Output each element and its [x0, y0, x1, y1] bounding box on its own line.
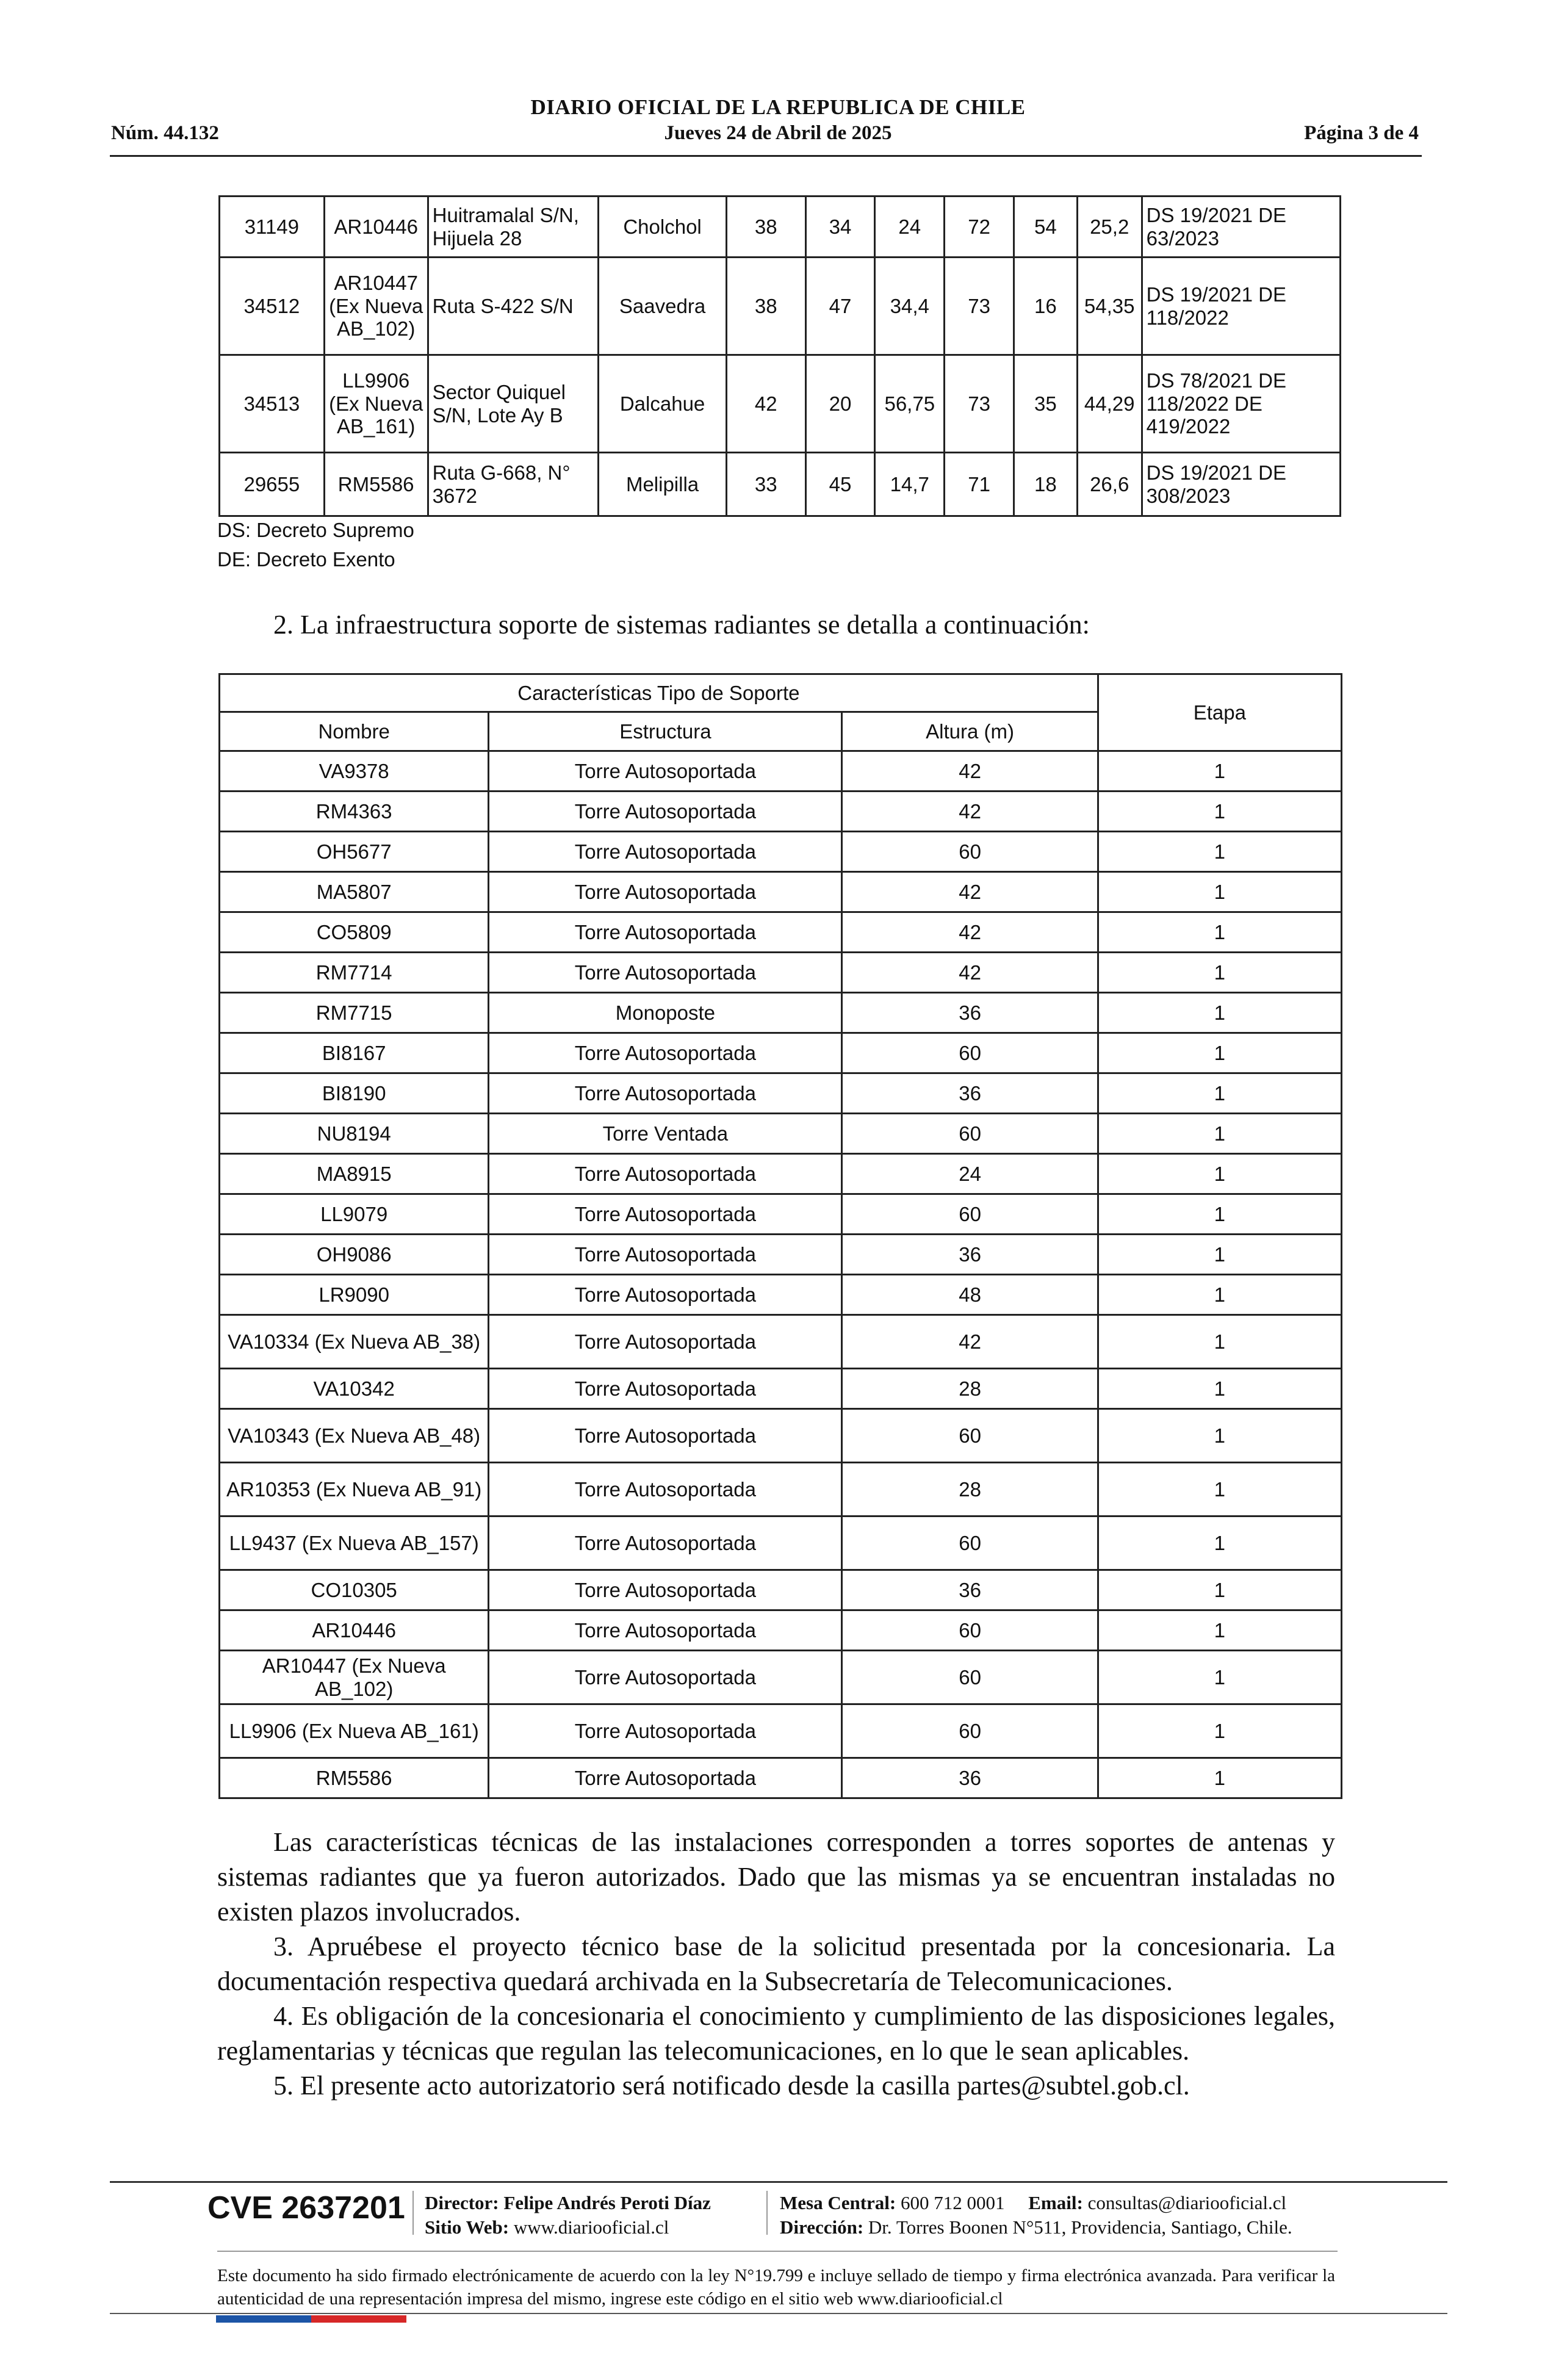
- cell-name: MA8915: [220, 1154, 489, 1194]
- cell-name: MA5807: [220, 872, 489, 912]
- cell-stage: 1: [1098, 1651, 1341, 1704]
- cell-structure: Torre Autosoportada: [489, 912, 842, 953]
- cell-name: CO5809: [220, 912, 489, 953]
- table-row: [220, 872, 1342, 912]
- cell-stage: 1: [1098, 832, 1341, 872]
- cell-structure: Torre Autosoportada: [489, 1570, 842, 1610]
- footer-bottom-rule: [110, 2313, 1447, 2314]
- footer-director: [425, 2192, 711, 2214]
- mesa-label: Mesa Central:: [780, 2192, 896, 2213]
- cell-structure: Torre Autosoportada: [489, 1409, 842, 1463]
- cell-height: 42: [842, 912, 1098, 953]
- cell-height: 60: [842, 1651, 1098, 1704]
- table-row: [220, 1315, 1342, 1369]
- footer-separator: [412, 2191, 414, 2235]
- body-text: [217, 1825, 1335, 2103]
- cell-stage: 1: [1098, 1409, 1341, 1463]
- cell-address: Ruta S-422 S/N: [428, 258, 599, 355]
- paragraph-3: 3. Apruébese el proyecto técnico base de la solicitud presentada por la concesionaria. La documentación respectiva quedará archivada en la Subsecretaría de Telecomunicaciones.: [217, 1931, 1335, 1996]
- cell-name: OH5677: [220, 832, 489, 872]
- cell-name: RM7715: [220, 993, 489, 1033]
- table-row: [220, 1758, 1342, 1798]
- table-row: [220, 1235, 1342, 1275]
- cell-stage: 1: [1098, 1463, 1341, 1516]
- cell-name: RM4363: [220, 792, 489, 832]
- cell-commune: Saavedra: [599, 258, 727, 355]
- cell-code: RM5586: [324, 453, 428, 516]
- paragraph-5: 5. El presente acto autorizatorio será notificado desde la casilla partes@subtel.gob.cl.: [273, 2071, 1190, 2101]
- table-row: [220, 751, 1342, 792]
- footer-divider: [110, 2181, 1447, 2183]
- cell-name: AR10353 (Ex Nueva AB_91): [220, 1463, 489, 1516]
- paragraph-characteristics: Las características técnicas de las instalaciones corresponden a torres soportes de antenas y sistemas radiantes que ya fueron autorizados. Dado que las mismas ya se encuentran instaladas no existen plazos involucrados.: [217, 1827, 1335, 1927]
- issue-number: Núm. 44.132: [111, 122, 219, 144]
- stations-table: [218, 195, 1341, 517]
- cell-stage: 1: [1098, 1073, 1341, 1114]
- flag-stripe-blue: [216, 2315, 311, 2323]
- cell-height: 28: [842, 1463, 1098, 1516]
- cell-id: 29655: [220, 453, 325, 516]
- table-row: [220, 1610, 1342, 1651]
- cell-height: 60: [842, 1409, 1098, 1463]
- cell-stage: 1: [1098, 912, 1341, 953]
- cell-structure: Torre Ventada: [489, 1114, 842, 1154]
- cell-v6: 54,35: [1077, 258, 1142, 355]
- flag-stripe-red: [311, 2315, 406, 2323]
- cell-stage: 1: [1098, 953, 1341, 993]
- table-row: [220, 953, 1342, 993]
- header-divider: [110, 155, 1422, 157]
- table-row: [220, 993, 1342, 1033]
- cell-structure: Torre Autosoportada: [489, 872, 842, 912]
- cell-structure: Torre Autosoportada: [489, 792, 842, 832]
- address-text: Dr. Torres Boonen N°511, Providencia, Santiago, Chile.: [868, 2216, 1292, 2238]
- cell-structure: Torre Autosoportada: [489, 1610, 842, 1651]
- footer-website: [425, 2216, 669, 2238]
- table-row: [220, 355, 1341, 453]
- table-row: [220, 1463, 1342, 1516]
- cell-height: 36: [842, 1758, 1098, 1798]
- cell-structure: Torre Autosoportada: [489, 1369, 842, 1409]
- page-indicator: Página 3 de 4: [1304, 122, 1419, 144]
- cell-structure: Torre Autosoportada: [489, 1516, 842, 1570]
- cell-v6: 44,29: [1077, 355, 1142, 453]
- col-header-structure: Estructura: [489, 712, 842, 751]
- cell-v4: 71: [945, 453, 1014, 516]
- table-row: [220, 1409, 1342, 1463]
- cell-v5: 18: [1014, 453, 1077, 516]
- address-label: Dirección:: [780, 2216, 864, 2238]
- table-row: [220, 1704, 1342, 1758]
- col-header-height: Altura (m): [842, 712, 1098, 751]
- cell-name: RM5586: [220, 1758, 489, 1798]
- footer-address: [780, 2216, 1292, 2238]
- cell-height: 60: [842, 832, 1098, 872]
- cell-decree: DS 19/2021 DE 63/2023: [1142, 197, 1340, 258]
- cell-v2: 20: [805, 355, 875, 453]
- cell-address: Ruta G-668, N° 3672: [428, 453, 599, 516]
- cell-v5: 16: [1014, 258, 1077, 355]
- cell-height: 36: [842, 1570, 1098, 1610]
- cell-stage: 1: [1098, 1194, 1341, 1235]
- cell-height: 60: [842, 1516, 1098, 1570]
- abbreviation-ds: DS: Decreto Supremo: [217, 519, 414, 541]
- cell-name: VA10343 (Ex Nueva AB_48): [220, 1409, 489, 1463]
- cell-height: 24: [842, 1154, 1098, 1194]
- cell-structure: Torre Autosoportada: [489, 1073, 842, 1114]
- table-row: [220, 1073, 1342, 1114]
- cell-name: AR10447 (Ex Nueva AB_102): [220, 1651, 489, 1704]
- cve-code: CVE 2637201: [207, 2190, 405, 2226]
- cell-stage: 1: [1098, 1758, 1341, 1798]
- cell-structure: Monoposte: [489, 993, 842, 1033]
- footer-contact: [780, 2192, 1286, 2214]
- cell-name: BI8167: [220, 1033, 489, 1073]
- table-row: [220, 197, 1341, 258]
- cell-v3: 24: [875, 197, 945, 258]
- cell-height: 36: [842, 1073, 1098, 1114]
- cell-id: 34513: [220, 355, 325, 453]
- cell-name: CO10305: [220, 1570, 489, 1610]
- cell-height: 60: [842, 1610, 1098, 1651]
- website-label: Sitio Web:: [425, 2216, 510, 2238]
- cell-stage: 1: [1098, 1114, 1341, 1154]
- abbreviation-de: DE: Decreto Exento: [217, 548, 395, 571]
- cell-commune: Cholchol: [599, 197, 727, 258]
- cell-v6: 26,6: [1077, 453, 1142, 516]
- cell-commune: Melipilla: [599, 453, 727, 516]
- email-label: Email:: [1028, 2192, 1083, 2213]
- cell-name: LL9906 (Ex Nueva AB_161): [220, 1704, 489, 1758]
- cell-height: 60: [842, 1704, 1098, 1758]
- cell-v2: 47: [805, 258, 875, 355]
- cell-height: 42: [842, 953, 1098, 993]
- cell-v2: 45: [805, 453, 875, 516]
- col-header-name: Nombre: [220, 712, 489, 751]
- cell-stage: 1: [1098, 872, 1341, 912]
- cell-height: 42: [842, 792, 1098, 832]
- cell-structure: Torre Autosoportada: [489, 1758, 842, 1798]
- cell-code: AR10447 (Ex Nueva AB_102): [324, 258, 428, 355]
- director-label: Director:: [425, 2192, 499, 2213]
- cell-structure: Torre Autosoportada: [489, 1704, 842, 1758]
- cell-height: 42: [842, 872, 1098, 912]
- cell-height: 60: [842, 1114, 1098, 1154]
- cell-stage: 1: [1098, 1570, 1341, 1610]
- cell-stage: 1: [1098, 1369, 1341, 1409]
- cell-id: 34512: [220, 258, 325, 355]
- cell-name: VA10342: [220, 1369, 489, 1409]
- cell-v1: 38: [726, 197, 805, 258]
- cell-v5: 35: [1014, 355, 1077, 453]
- cell-address: Huitramalal S/N, Hijuela 28: [428, 197, 599, 258]
- cell-stage: 1: [1098, 1154, 1341, 1194]
- cell-name: BI8190: [220, 1073, 489, 1114]
- cell-name: VA10334 (Ex Nueva AB_38): [220, 1315, 489, 1369]
- group-header: Características Tipo de Soporte: [220, 674, 1098, 712]
- cell-structure: Torre Autosoportada: [489, 1194, 842, 1235]
- table-row: [220, 1275, 1342, 1315]
- cell-stage: 1: [1098, 993, 1341, 1033]
- table-row: [220, 1516, 1342, 1570]
- cell-name: RM7714: [220, 953, 489, 993]
- support-infrastructure-table: [218, 673, 1342, 1799]
- table-row: [220, 832, 1342, 872]
- cell-structure: Torre Autosoportada: [489, 751, 842, 792]
- cell-structure: Torre Autosoportada: [489, 1154, 842, 1194]
- cell-name: OH9086: [220, 1235, 489, 1275]
- table-row: [220, 1369, 1342, 1409]
- cell-v1: 38: [726, 258, 805, 355]
- cell-stage: 1: [1098, 1235, 1341, 1275]
- footer-inner-divider: [217, 2251, 1338, 2252]
- cell-structure: Torre Autosoportada: [489, 1235, 842, 1275]
- cell-code: LL9906 (Ex Nueva AB_161): [324, 355, 428, 453]
- cell-structure: Torre Autosoportada: [489, 832, 842, 872]
- table-row: [220, 1194, 1342, 1235]
- paragraph-4: 4. Es obligación de la concesionaria el conocimiento y cumplimiento de las disposiciones legales, reglamentarias y técnicas que regulan las telecomunicaciones, en lo que le sean aplicables.: [217, 2001, 1335, 2066]
- cell-id: 31149: [220, 197, 325, 258]
- col-header-stage: Etapa: [1098, 674, 1341, 751]
- signature-note: Este documento ha sido firmado electrónicamente de acuerdo con la ley N°19.799 e incluye sellado de tiempo y firma electrónica avanzada. Para verificar la autenticidad de una representación impresa del mismo, ingrese este código en el sitio web www.diariooficial.cl: [217, 2266, 1335, 2309]
- mesa-phone: 600 712 0001: [901, 2192, 1005, 2213]
- cell-height: 60: [842, 1194, 1098, 1235]
- cell-height: 36: [842, 993, 1098, 1033]
- cell-name: LR9090: [220, 1275, 489, 1315]
- cell-stage: 1: [1098, 1275, 1341, 1315]
- cell-v3: 14,7: [875, 453, 945, 516]
- cell-structure: Torre Autosoportada: [489, 1275, 842, 1315]
- cell-structure: Torre Autosoportada: [489, 1033, 842, 1073]
- cell-name: NU8194: [220, 1114, 489, 1154]
- cell-address: Sector Quiquel S/N, Lote Ay B: [428, 355, 599, 453]
- issue-date: Jueves 24 de Abril de 2025: [664, 122, 892, 144]
- cell-structure: Torre Autosoportada: [489, 1315, 842, 1369]
- cell-height: 28: [842, 1369, 1098, 1409]
- cell-stage: 1: [1098, 1033, 1341, 1073]
- cell-v3: 34,4: [875, 258, 945, 355]
- cell-v1: 33: [726, 453, 805, 516]
- cell-v5: 54: [1014, 197, 1077, 258]
- table-row: [220, 912, 1342, 953]
- paragraph-2: 2. La infraestructura soporte de sistemas radiantes se detalla a continuación:: [273, 610, 1090, 640]
- cell-decree: DS 78/2021 DE 118/2022 DE 419/2022: [1142, 355, 1340, 453]
- cell-v4: 72: [945, 197, 1014, 258]
- table-row: [220, 453, 1341, 516]
- cell-v4: 73: [945, 258, 1014, 355]
- table-row: [220, 1033, 1342, 1073]
- cell-commune: Dalcahue: [599, 355, 727, 453]
- cell-structure: Torre Autosoportada: [489, 1463, 842, 1516]
- cell-height: 48: [842, 1275, 1098, 1315]
- footer-separator: [766, 2191, 768, 2235]
- cell-v1: 42: [726, 355, 805, 453]
- cell-decree: DS 19/2021 DE 308/2023: [1142, 453, 1340, 516]
- cell-stage: 1: [1098, 1610, 1341, 1651]
- cell-height: 60: [842, 1033, 1098, 1073]
- cell-structure: Torre Autosoportada: [489, 1651, 842, 1704]
- cell-stage: 1: [1098, 1704, 1341, 1758]
- cell-v4: 73: [945, 355, 1014, 453]
- table-row: [220, 1570, 1342, 1610]
- cell-v2: 34: [805, 197, 875, 258]
- table-row: [220, 1154, 1342, 1194]
- cell-v3: 56,75: [875, 355, 945, 453]
- cell-structure: Torre Autosoportada: [489, 953, 842, 993]
- newspaper-title: DIARIO OFICIAL DE LA REPUBLICA DE CHILE: [530, 95, 1026, 119]
- cell-name: AR10446: [220, 1610, 489, 1651]
- website-link[interactable]: www.diariooficial.cl: [513, 2216, 669, 2238]
- cell-height: 42: [842, 751, 1098, 792]
- cell-stage: 1: [1098, 1516, 1341, 1570]
- cell-code: AR10446: [324, 197, 428, 258]
- cell-name: VA9378: [220, 751, 489, 792]
- cell-name: LL9437 (Ex Nueva AB_157): [220, 1516, 489, 1570]
- table-row: [220, 1651, 1342, 1704]
- cell-stage: 1: [1098, 792, 1341, 832]
- cell-height: 42: [842, 1315, 1098, 1369]
- table-row: [220, 1114, 1342, 1154]
- cell-name: LL9079: [220, 1194, 489, 1235]
- cell-stage: 1: [1098, 1315, 1341, 1369]
- cell-height: 36: [842, 1235, 1098, 1275]
- cell-v6: 25,2: [1077, 197, 1142, 258]
- cell-decree: DS 19/2021 DE 118/2022: [1142, 258, 1340, 355]
- director-name: Felipe Andrés Peroti Díaz: [503, 2192, 711, 2213]
- email-link[interactable]: consultas@diariooficial.cl: [1087, 2192, 1287, 2213]
- table-row: [220, 792, 1342, 832]
- table-row: [220, 258, 1341, 355]
- cell-stage: 1: [1098, 751, 1341, 792]
